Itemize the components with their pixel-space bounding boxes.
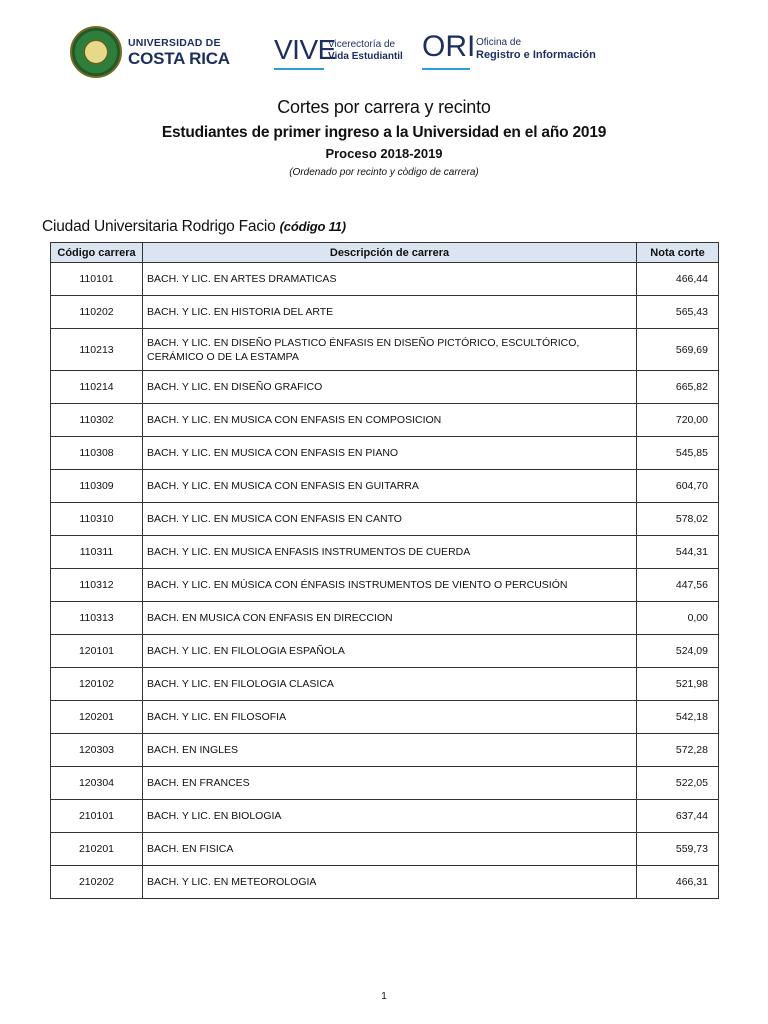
- cell-description: BACH. Y LIC. EN METEOROLOGIA: [143, 866, 637, 899]
- cell-description: BACH. Y LIC. EN BIOLOGIA: [143, 800, 637, 833]
- cell-score: 522,05: [637, 767, 719, 800]
- cell-score: 565,43: [637, 296, 719, 329]
- table-row: [51, 767, 719, 800]
- table-row: [51, 866, 719, 899]
- cell-description: BACH. EN INGLES: [143, 734, 637, 767]
- cell-description: BACH. Y LIC. EN MUSICA CON ENFASIS EN CANTO: [143, 503, 637, 536]
- cell-score: 0,00: [637, 602, 719, 635]
- cell-score: 542,18: [637, 701, 719, 734]
- header-description: Descripción de carrera: [143, 243, 637, 263]
- header-code: Código carrera: [51, 243, 143, 263]
- document-heading: [0, 96, 768, 179]
- document-subtitle: Estudiantes de primer ingreso a la Universidad en el año 2019: [161, 124, 607, 141]
- cell-description: BACH. Y LIC. EN FILOSOFIA: [143, 701, 637, 734]
- table-row: [51, 833, 719, 866]
- cell-code: 120201: [51, 701, 143, 734]
- cell-code: 210101: [51, 800, 143, 833]
- table-row: [51, 404, 719, 437]
- cell-code: 110214: [51, 371, 143, 404]
- table-row: [51, 800, 719, 833]
- ucr-name-line1: UNIVERSIDAD DE: [128, 37, 221, 49]
- cell-code: 210202: [51, 866, 143, 899]
- table-body: [51, 263, 719, 899]
- table-row: [51, 263, 719, 296]
- vive-subtitle: [328, 39, 403, 63]
- ucr-logo-text: [128, 38, 230, 67]
- vive-sub-line2: Vida Estudiantil: [328, 51, 403, 62]
- cell-code: 110310: [51, 503, 143, 536]
- cell-description: BACH. EN FRANCES: [143, 767, 637, 800]
- table-row: [51, 296, 719, 329]
- document-title: Cortes por carrera y recinto: [277, 97, 491, 117]
- ori-logo: ORI: [422, 30, 476, 63]
- cell-description: BACH. Y LIC. EN MUSICA CON ENFASIS EN GUITARRA: [143, 470, 637, 503]
- table-header-row: [51, 243, 719, 263]
- cell-code: 110302: [51, 404, 143, 437]
- cell-score: 524,09: [637, 635, 719, 668]
- table-row: [51, 635, 719, 668]
- cell-score: 572,28: [637, 734, 719, 767]
- table-row: [51, 371, 719, 404]
- cell-description: BACH. Y LIC. EN FILOLOGIA ESPAÑOLA: [143, 635, 637, 668]
- ordering-note: (Ordenado por recinto y còdigo de carrera): [289, 167, 479, 178]
- campus-code: (código 11): [279, 219, 346, 234]
- campus-heading: [42, 218, 346, 236]
- table-row: [51, 569, 719, 602]
- ori-sub-line2: Registro e Información: [476, 49, 596, 61]
- vive-underline: [274, 68, 324, 70]
- table-row: [51, 536, 719, 569]
- page-number: 1: [381, 991, 387, 1002]
- ori-underline: [422, 68, 470, 70]
- cell-code: 120102: [51, 668, 143, 701]
- ori-subtitle: [476, 36, 596, 62]
- cell-code: 210201: [51, 833, 143, 866]
- cell-score: 545,85: [637, 437, 719, 470]
- table-row: [51, 602, 719, 635]
- cell-score: 544,31: [637, 536, 719, 569]
- ori-sub-line1: Oficina de: [476, 37, 522, 48]
- cell-description: BACH. Y LIC. EN DISEÑO PLASTICO ÉNFASIS EN DISEÑO PICTÓRICO, ESCULTÓRICO, CERÁMICO O DE LA ESTAMPA: [143, 329, 637, 371]
- cell-description: BACH. Y LIC. EN MUSICA CON ENFASIS EN COMPOSICION: [143, 404, 637, 437]
- cell-code: 110101: [51, 263, 143, 296]
- cell-score: 637,44: [637, 800, 719, 833]
- cell-score: 578,02: [637, 503, 719, 536]
- ucr-seal-center: [84, 40, 108, 64]
- cell-code: 110313: [51, 602, 143, 635]
- cell-score: 720,00: [637, 404, 719, 437]
- cell-description: BACH. EN FISICA: [143, 833, 637, 866]
- cutoff-table: [50, 242, 719, 899]
- cell-score: 665,82: [637, 371, 719, 404]
- cell-code: 110202: [51, 296, 143, 329]
- cell-code: 110309: [51, 470, 143, 503]
- cell-description: BACH. EN MUSICA CON ENFASIS EN DIRECCION: [143, 602, 637, 635]
- cell-description: BACH. Y LIC. EN FILOLOGIA CLASICA: [143, 668, 637, 701]
- vive-logo: VIVE: [274, 34, 336, 65]
- cell-score: 521,98: [637, 668, 719, 701]
- cell-description: BACH. Y LIC. EN MÚSICA CON ÉNFASIS INSTRUMENTOS DE VIENTO O PERCUSIÓN: [143, 569, 637, 602]
- cell-score: 569,69: [637, 329, 719, 371]
- cell-score: 466,44: [637, 263, 719, 296]
- cell-code: 120101: [51, 635, 143, 668]
- ucr-seal-logo: [70, 26, 122, 78]
- cell-code: 110312: [51, 569, 143, 602]
- cell-code: 120303: [51, 734, 143, 767]
- cell-code: 110311: [51, 536, 143, 569]
- table-row: [51, 437, 719, 470]
- table-row: [51, 668, 719, 701]
- cell-score: 559,73: [637, 833, 719, 866]
- cell-description: BACH. Y LIC. EN ARTES DRAMATICAS: [143, 263, 637, 296]
- table-row: [51, 701, 719, 734]
- process-label: Proceso 2018-2019: [325, 146, 443, 161]
- vive-sub-line1: Vicerectoría de: [328, 39, 396, 50]
- header-score: Nota corte: [637, 243, 719, 263]
- cell-code: 110308: [51, 437, 143, 470]
- cell-code: 110213: [51, 329, 143, 371]
- header-logos: [0, 26, 768, 82]
- table-row: [51, 734, 719, 767]
- cell-description: BACH. Y LIC. EN HISTORIA DEL ARTE: [143, 296, 637, 329]
- table-row: [51, 503, 719, 536]
- cell-score: 447,56: [637, 569, 719, 602]
- cell-score: 604,70: [637, 470, 719, 503]
- cell-code: 120304: [51, 767, 143, 800]
- cell-description: BACH. Y LIC. EN MUSICA ENFASIS INSTRUMENTOS DE CUERDA: [143, 536, 637, 569]
- table-row: [51, 470, 719, 503]
- cell-score: 466,31: [637, 866, 719, 899]
- campus-name: Ciudad Universitaria Rodrigo Facio: [42, 218, 280, 235]
- cell-description: BACH. Y LIC. EN DISEÑO GRAFICO: [143, 371, 637, 404]
- table-row: [51, 329, 719, 371]
- cell-description: BACH. Y LIC. EN MUSICA CON ENFASIS EN PIANO: [143, 437, 637, 470]
- ucr-name-line2: COSTA RICA: [128, 48, 230, 68]
